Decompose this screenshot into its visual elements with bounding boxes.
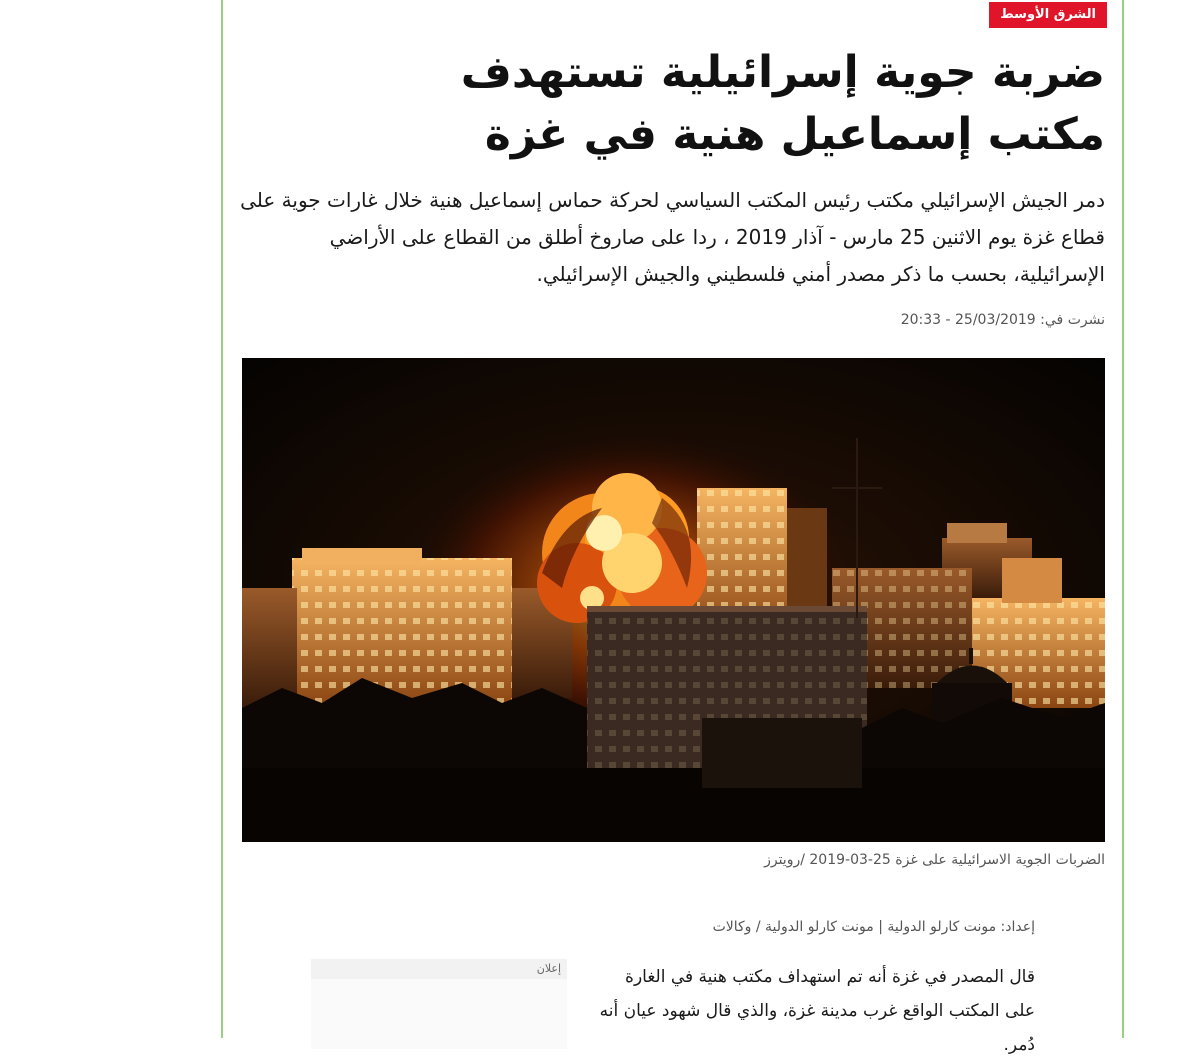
ad-slot[interactable] <box>311 979 567 1049</box>
article-headline: ضربة جوية إسرائيلية تستهدف مكتب إسماعيل هنية في غزة <box>460 47 1105 160</box>
photo-caption: الضربات الجوية الاسرائيلية على غزة 25-03-2019 /رويترز <box>764 852 1105 868</box>
published-date: نشرت في: 25/03/2019 - 20:33 <box>900 312 1105 328</box>
article-photo <box>242 358 1105 842</box>
section-tag-link[interactable]: الشرق الأوسط <box>989 2 1107 28</box>
photo-airstrike-night-scene <box>242 358 1105 842</box>
article-body-paragraph: قال المصدر في غزة أنه تم استهداف مكتب هنية في الغارة على المكتب الواقع غرب مدينة غزة، والذي قال شهود عيان أنه دُمر. <box>599 967 1035 1055</box>
article-byline: إعداد: مونت كارلو الدولية | مونت كارلو الدولية / وكالات <box>712 919 1035 935</box>
advertisement[interactable] <box>311 959 567 1049</box>
article-lede: دمر الجيش الإسرائيلي مكتب رئيس المكتب السياسي لحركة حماس إسماعيل هنية خلال غارات جوية على قطاع غزة يوم الاثنين 25 مارس - آذار 2019 ، ردا على صاروخ أطلق من القطاع على الأراضي الإسرائيلية، بحسب ما ذكر مصدر أمني فلسطيني والجيش الإسرائيلي. <box>240 188 1105 286</box>
ad-label: إعلان <box>536 962 561 975</box>
